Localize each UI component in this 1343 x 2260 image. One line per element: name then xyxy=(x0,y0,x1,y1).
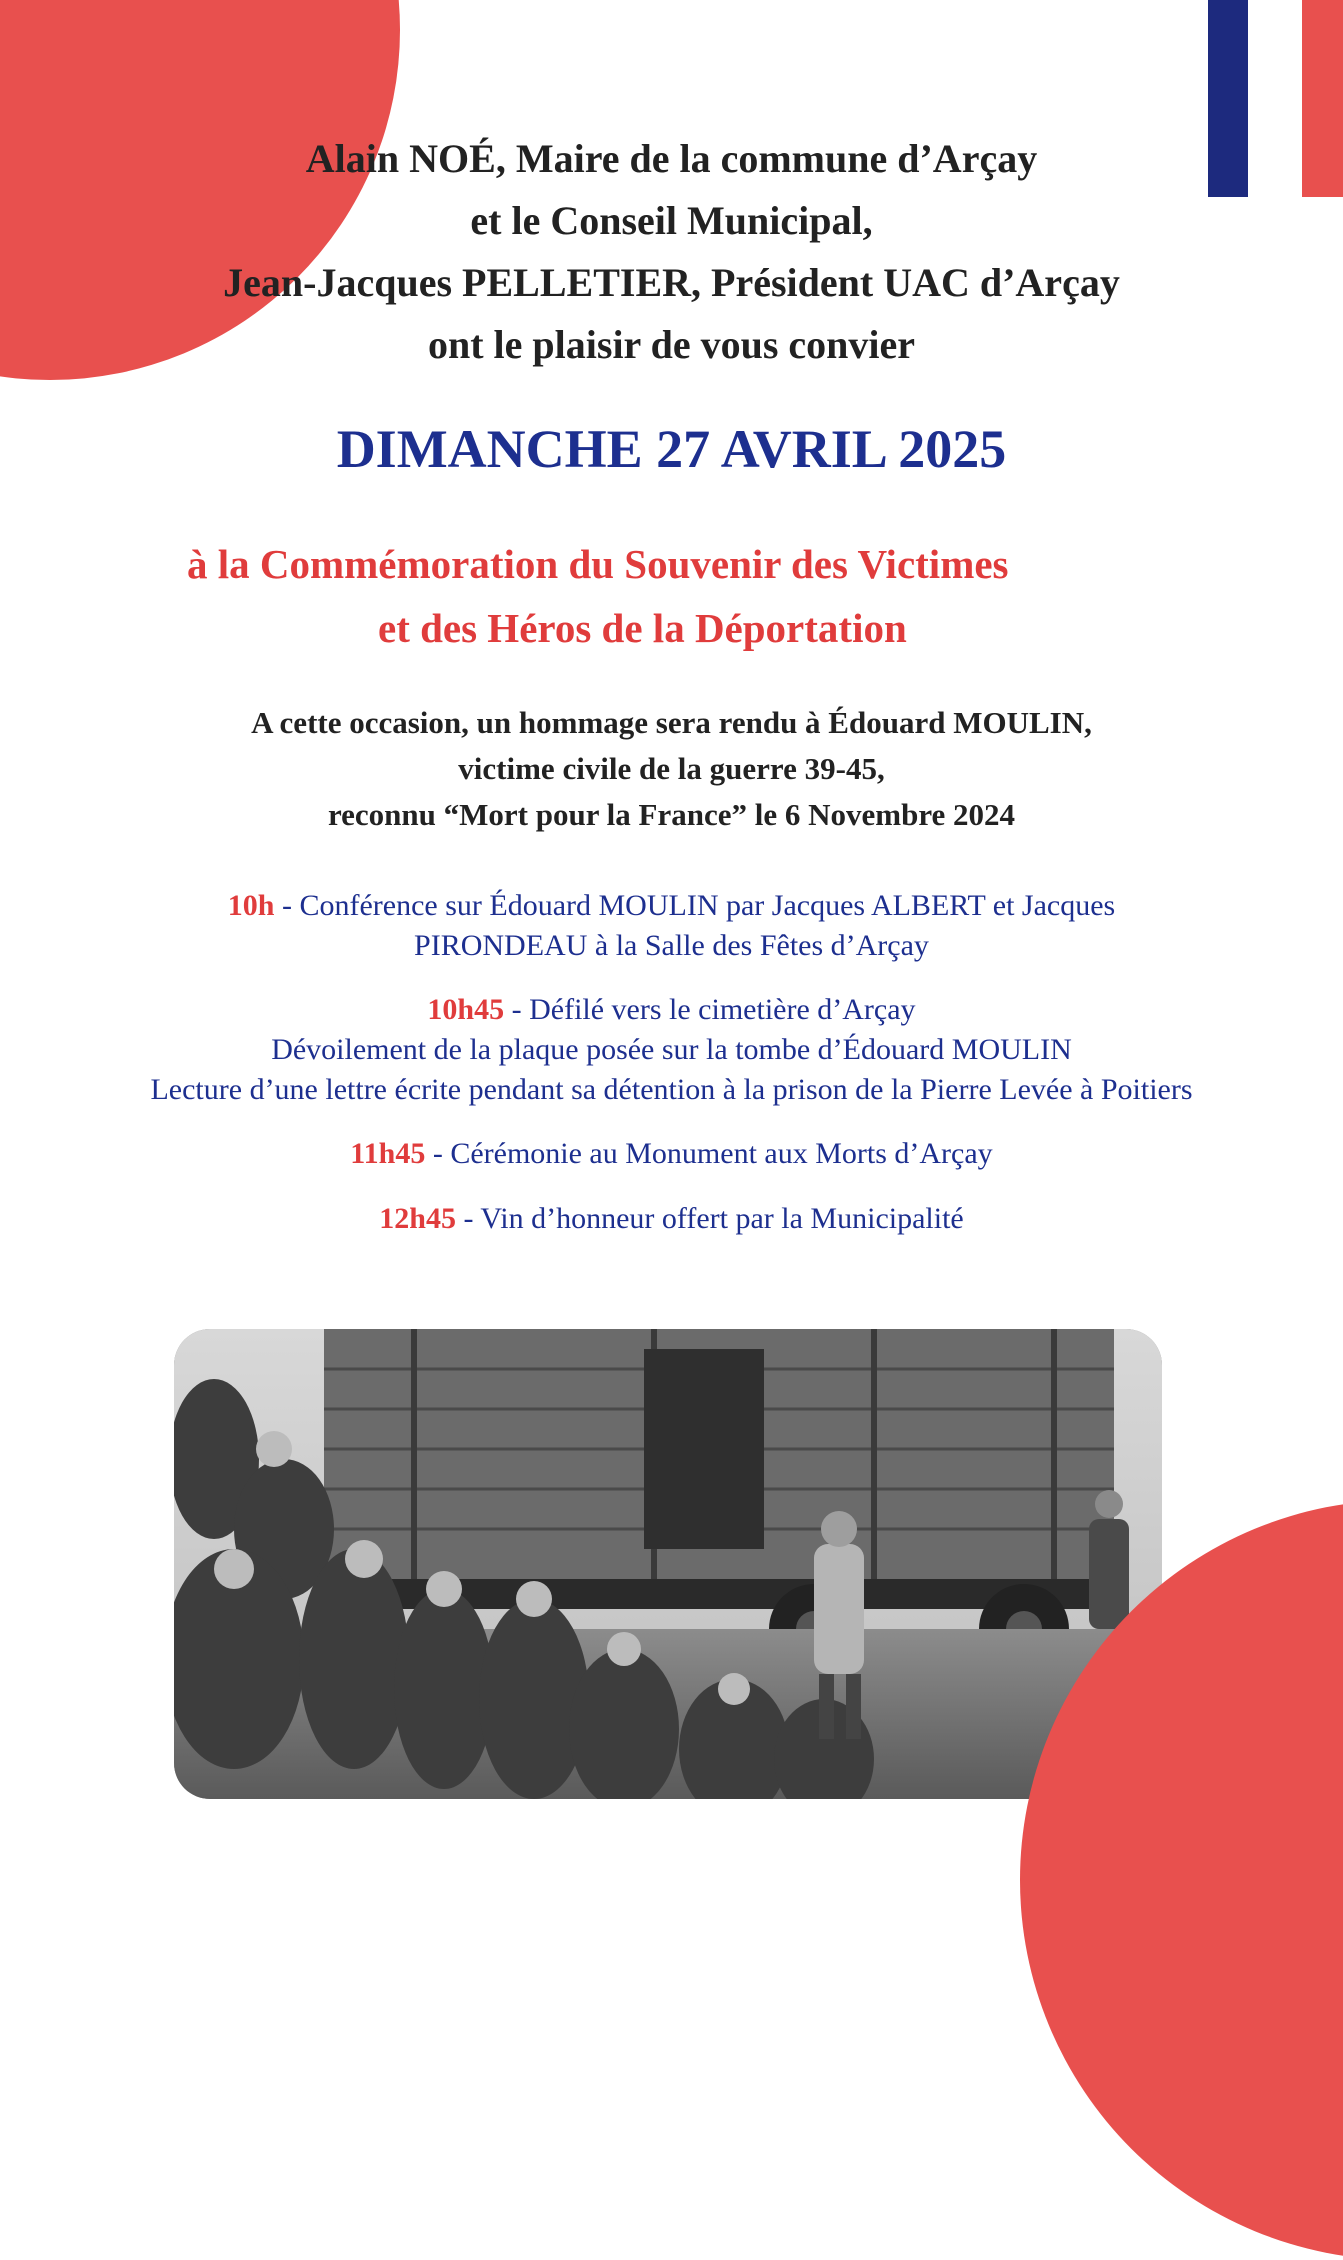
programme-continuation: Dévoilement de la plaque posée sur la tombe d’Édouard MOULIN xyxy=(271,1033,1072,1066)
invitation-intro xyxy=(0,128,1343,376)
intro-line-invite: ont le plaisir de vous convier xyxy=(427,322,916,367)
deportation-photo xyxy=(174,1329,1162,1799)
programme-text: - Défilé vers le cimetière d’Arçay xyxy=(504,993,916,1026)
intro-line-president: Jean-Jacques PELLETIER, Président UAC d’Arçay xyxy=(223,260,1120,305)
programme-item xyxy=(0,990,1343,1110)
commemoration-title-line2: et des Héros de la Déportation xyxy=(378,605,907,651)
programme-time: 10h45 xyxy=(427,993,505,1026)
programme-item xyxy=(0,886,1343,966)
intro-line-council: et le Conseil Municipal, xyxy=(470,198,873,243)
programme-text: - Vin d’honneur offert par la Municipalité xyxy=(455,1202,964,1235)
programme-continuation: Lecture d’une lettre écrite pendant sa détention à la prison de la Pierre Levée à Poitiers xyxy=(150,1073,1193,1106)
hommage-line-3: reconnu “Mort pour la France” le 6 Novembre 2024 xyxy=(327,797,1016,832)
programme-time: 11h45 xyxy=(350,1137,426,1170)
programme-item xyxy=(0,1199,1343,1239)
commemoration-title-line1: à la Commémoration du Souvenir des Victimes xyxy=(187,541,1009,587)
hommage-text xyxy=(0,700,1343,838)
hommage-line-1: A cette occasion, un hommage sera rendu à Édouard MOULIN, xyxy=(251,705,1092,740)
programme-continuation: PIRONDEAU à la Salle des Fêtes d’Arçay xyxy=(414,929,929,962)
programme-item xyxy=(0,1134,1343,1174)
programme-time: 10h xyxy=(227,889,275,922)
programme-text: - Conférence sur Édouard MOULIN par Jacques ALBERT et Jacques xyxy=(274,889,1116,922)
programme-time: 12h45 xyxy=(379,1202,456,1235)
event-date: DIMANCHE 27 AVRIL 2025 xyxy=(336,419,1007,479)
programme-text: - Cérémonie au Monument aux Morts d’Arçay xyxy=(425,1137,993,1170)
hommage-line-2: victime civile de la guerre 39-45, xyxy=(458,751,885,786)
intro-line-mayor: Alain NOÉ, Maire de la commune d’Arçay xyxy=(305,136,1038,181)
